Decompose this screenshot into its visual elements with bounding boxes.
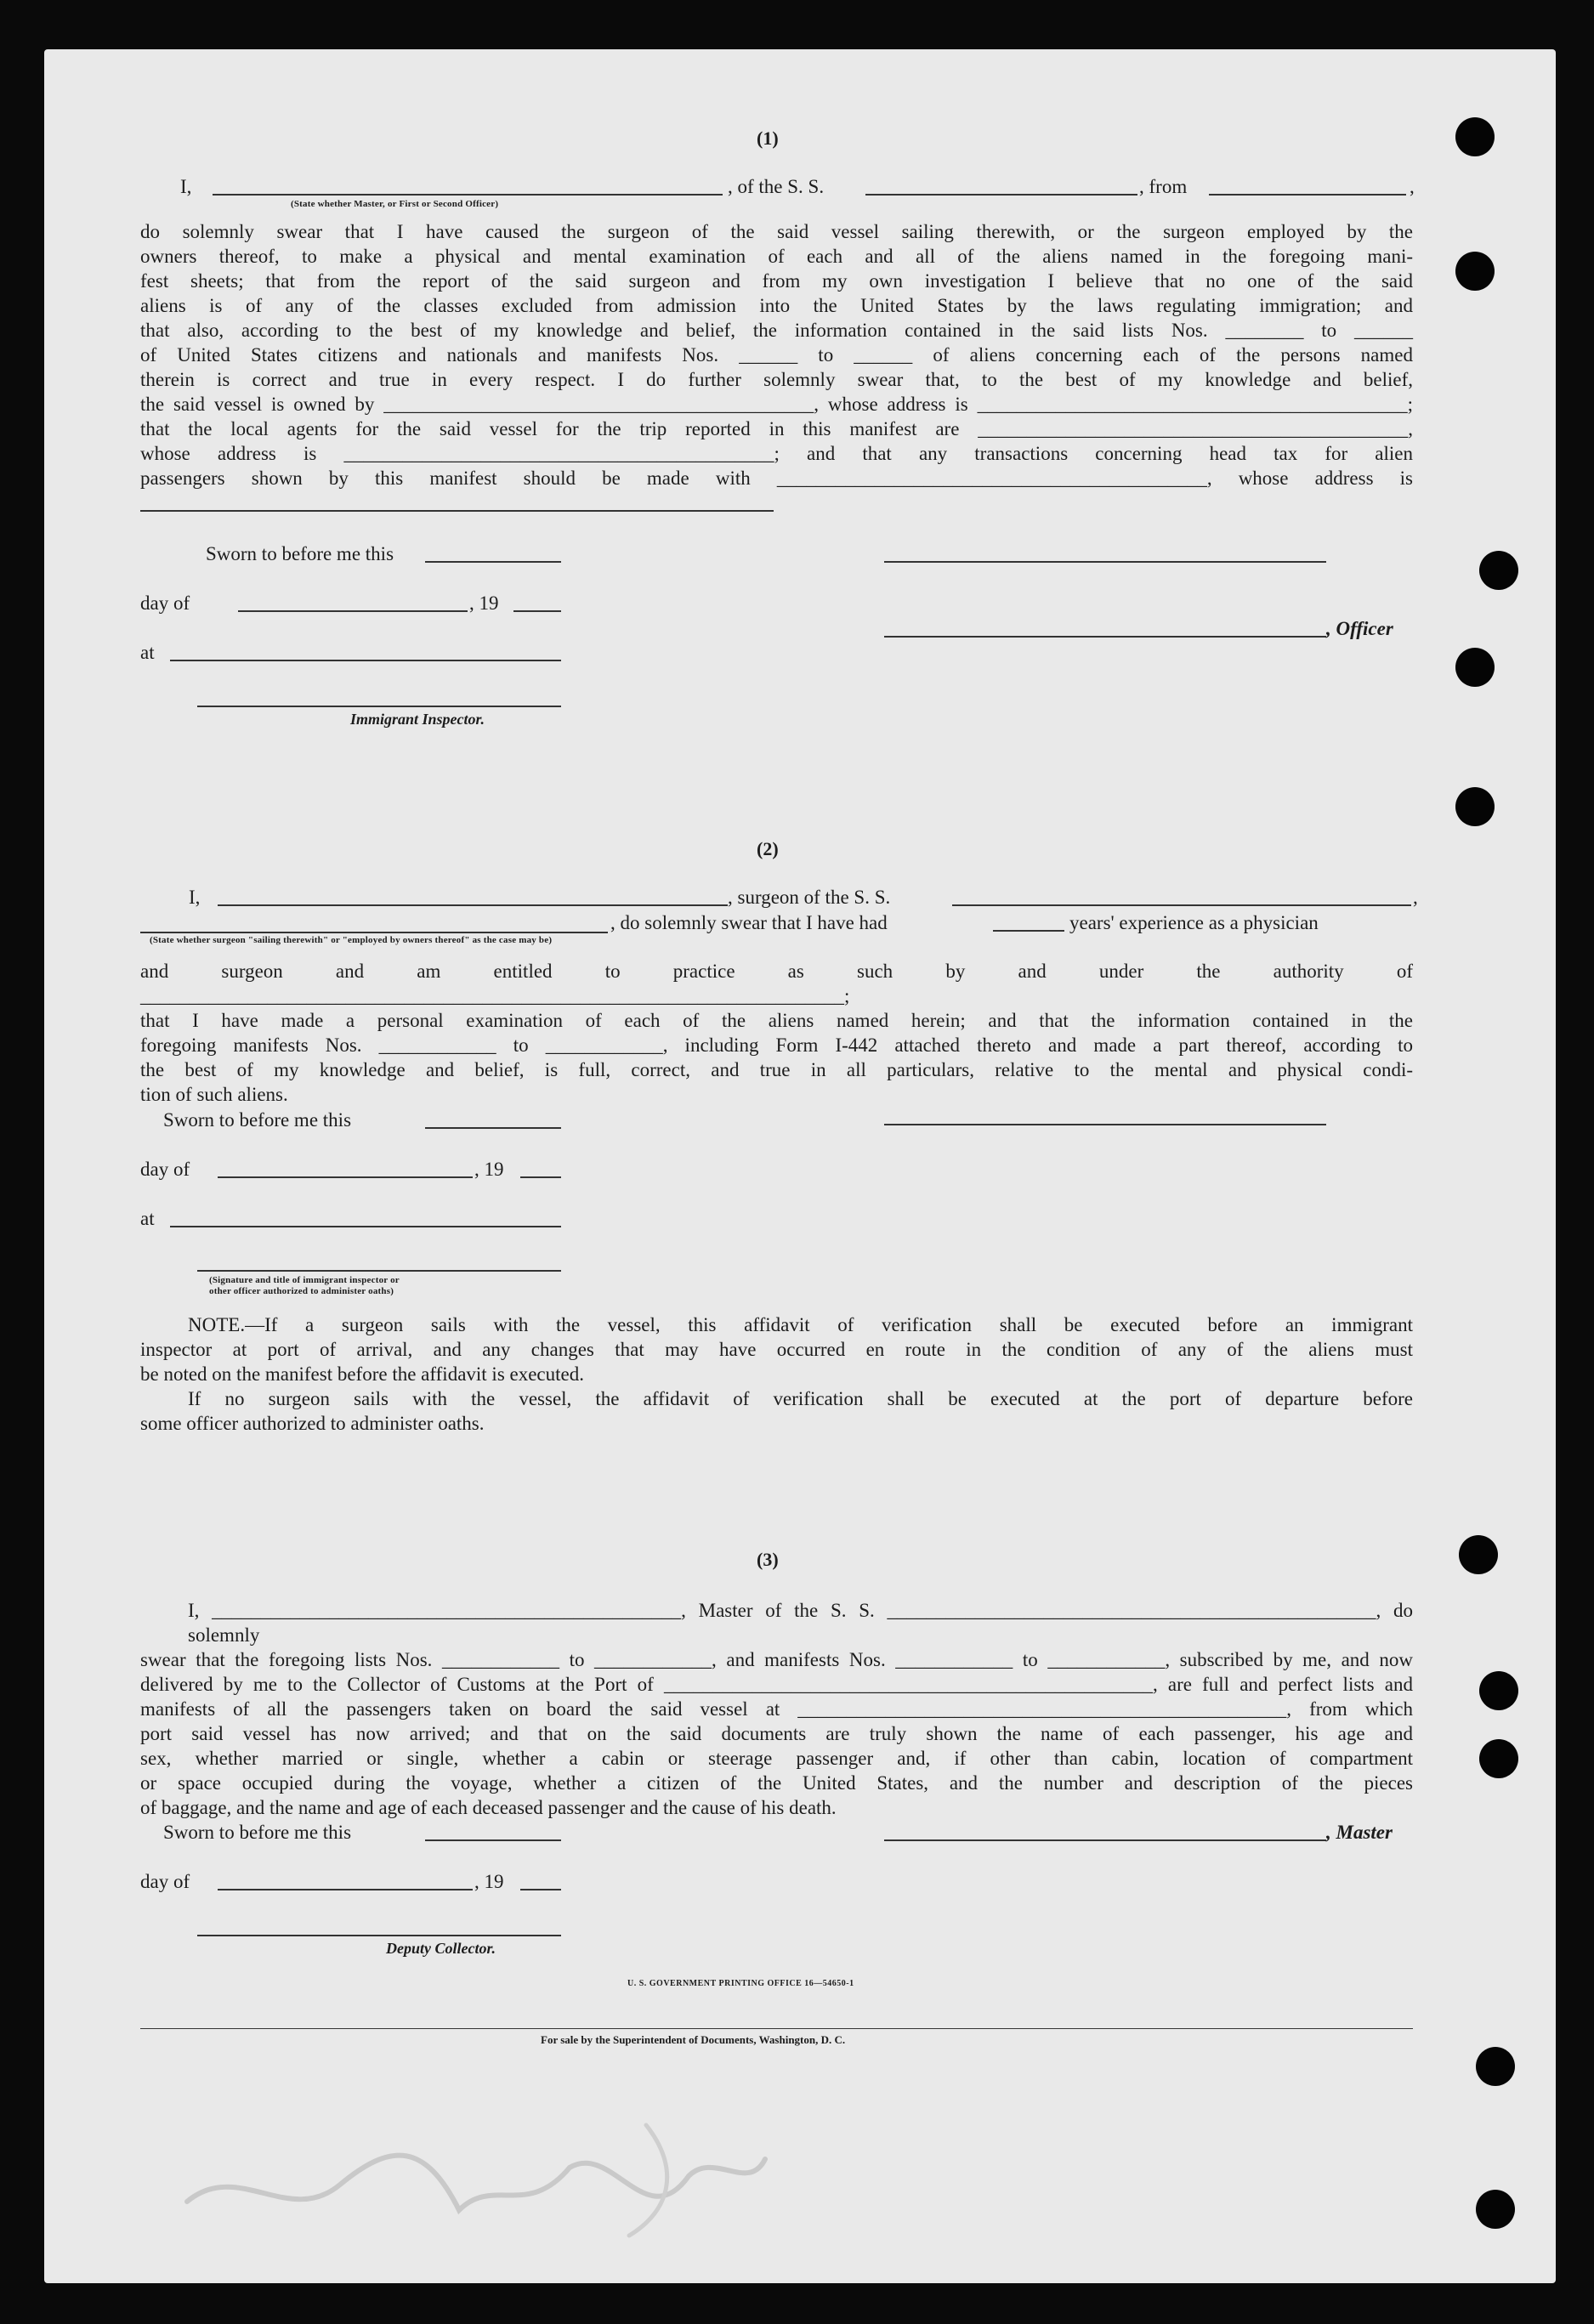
at-label: at bbox=[140, 642, 155, 663]
comma: , bbox=[1410, 176, 1415, 197]
year-label: , 19 bbox=[474, 1159, 504, 1180]
sworn-label: Sworn to before me this bbox=[163, 1822, 352, 1843]
day-of-label: day of bbox=[140, 592, 190, 614]
body-line: the best of my knowledge and belief, is full, correct, and true in all particulars, relative to the mental and physical condi- bbox=[140, 1059, 1413, 1080]
officer-title-field[interactable] bbox=[884, 636, 1326, 638]
collector-signature-field[interactable] bbox=[197, 1935, 561, 1936]
sworn-date-field[interactable] bbox=[425, 1839, 561, 1841]
body-line: whose address is ____________________________________________; and that any transactions concerning head tax for alien bbox=[140, 443, 1413, 464]
body-line: swear that the foregoing lists Nos. ____________ to ____________, and manifests Nos. ____________ to ____________, subscribed by me, and now bbox=[140, 1649, 1413, 1670]
section-number: (1) bbox=[757, 128, 779, 149]
punch-hole bbox=[1476, 2190, 1515, 2229]
officer-rank-note: (State whether Master, or First or Second Officer) bbox=[291, 199, 499, 209]
at-place-field[interactable] bbox=[170, 1226, 561, 1227]
day-of-label: day of bbox=[140, 1159, 190, 1180]
surgeon-ship-field[interactable] bbox=[952, 904, 1411, 906]
punch-hole bbox=[1459, 1535, 1498, 1574]
surgeon-name-field[interactable] bbox=[218, 904, 728, 906]
note-line: NOTE.—If a surgeon sails with the vessel, this affidavit of verification shall be executed before an immigrant bbox=[188, 1314, 1413, 1335]
master-label bbox=[1326, 1821, 1393, 1844]
officer-caption: , Officer bbox=[1326, 618, 1393, 639]
master-caption: , Master bbox=[1326, 1822, 1393, 1843]
year-field[interactable] bbox=[520, 1889, 561, 1890]
comma: , bbox=[1413, 887, 1418, 908]
inspector-caption: Immigrant Inspector. bbox=[350, 711, 485, 728]
from-port-field[interactable] bbox=[1209, 194, 1406, 196]
printing-office-line: U. S. GOVERNMENT PRINTING OFFICE 16—54650-1 bbox=[627, 1979, 854, 1988]
body-line: that also, according to the best of my knowledge and belief, the information contained in the said lists Nos. ________ to ______ bbox=[140, 320, 1413, 341]
signature-note: other officer authorized to administer oaths) bbox=[209, 1286, 394, 1296]
punch-hole bbox=[1455, 787, 1495, 826]
body-line: delivered by me to the Collector of Customs at the Port of __________________________________________________, are full and perfect lists and bbox=[140, 1674, 1413, 1695]
punch-hole bbox=[1476, 2047, 1515, 2086]
year-field[interactable] bbox=[513, 610, 561, 612]
body-line: the said vessel is owned by ____________________________________________, whose address is ____________________________________________; bbox=[140, 394, 1413, 415]
at-place-field[interactable] bbox=[170, 660, 561, 661]
officer-signature-field[interactable] bbox=[884, 561, 1326, 563]
body-line: of baggage, and the name and age of each deceased passenger and the cause of his death. bbox=[140, 1797, 837, 1818]
ship-name-field[interactable] bbox=[865, 194, 1137, 196]
at-label: at bbox=[140, 1208, 155, 1229]
note-block bbox=[140, 1312, 1413, 1436]
surgeon-signature-field[interactable] bbox=[884, 1124, 1326, 1125]
surgeon-status-field[interactable] bbox=[140, 932, 608, 933]
punch-hole bbox=[1479, 1739, 1518, 1778]
oath-line bbox=[180, 175, 191, 198]
surgeon-swear-label: , do solemnly swear that I have had bbox=[610, 912, 888, 933]
section3-body bbox=[140, 1598, 1413, 1820]
signature-bleed-through bbox=[170, 2108, 782, 2244]
punch-hole bbox=[1479, 1671, 1518, 1710]
officer-label bbox=[1326, 617, 1393, 640]
section1-body bbox=[140, 219, 1413, 490]
surgeon-oath-prefix: I, bbox=[189, 887, 201, 908]
note-line: some officer authorized to administer oaths. bbox=[140, 1413, 485, 1434]
body-line: port said vessel has now arrived; and that on the said documents are truly shown the name of each passenger, his age and bbox=[140, 1723, 1413, 1744]
inspector-signature-field[interactable] bbox=[197, 1270, 561, 1272]
from-label: , from bbox=[1139, 176, 1188, 197]
body-line: tion of such aliens. bbox=[140, 1084, 288, 1105]
experience-label: years' experience as a physician bbox=[1069, 912, 1319, 933]
body-line: and surgeon and am entitled to practice as such by and under the authority of ________________________________________________________________________; bbox=[140, 961, 1413, 1006]
punch-hole bbox=[1455, 648, 1495, 687]
section-number: (2) bbox=[757, 838, 779, 859]
inspector-signature-field[interactable] bbox=[197, 706, 561, 707]
address-continuation-field[interactable] bbox=[140, 510, 774, 512]
day-of-label: day of bbox=[140, 1871, 190, 1892]
body-line: therein is correct and true in every respect. I do further solemnly swear that, to the best of my knowledge and belief, bbox=[140, 369, 1413, 390]
year-field[interactable] bbox=[520, 1176, 561, 1178]
note-line: be noted on the manifest before the affidavit is executed. bbox=[140, 1363, 584, 1385]
signature-note: (Signature and title of immigrant inspector or bbox=[209, 1275, 400, 1285]
sworn-date-field[interactable] bbox=[425, 561, 561, 563]
punch-hole bbox=[1455, 252, 1495, 291]
footer-rule bbox=[140, 2028, 1413, 2029]
body-line: passengers shown by this manifest should be made with ____________________________________________, whose address is bbox=[140, 468, 1413, 489]
year-label: , 19 bbox=[469, 592, 499, 614]
surgeon-ship-label: , surgeon of the S. S. bbox=[728, 887, 891, 908]
body-line: owners thereof, to make a physical and mental examination of each and all of the aliens named in the foregoing mani- bbox=[140, 246, 1413, 267]
body-line: I, ________________________________________________, Master of the S. S. __________________________________________________, do solemnly bbox=[188, 1600, 1413, 1646]
day-of-field[interactable] bbox=[238, 610, 468, 612]
body-line: of United States citizens and nationals and manifests Nos. ______ to ______ of aliens concerning each of the persons named bbox=[140, 344, 1413, 366]
note-line: If no surgeon sails with the vessel, the affidavit of verification shall be executed at the port of departure before bbox=[188, 1388, 1413, 1409]
section2-body bbox=[140, 959, 1413, 1107]
body-line: aliens is of any of the classes excluded from admission into the United States by the laws regulating immigration; and bbox=[140, 295, 1413, 316]
oath-prefix: I, bbox=[180, 176, 192, 197]
body-line: or space occupied during the voyage, whether a citizen of the United States, and the number and description of the pieces bbox=[140, 1772, 1413, 1794]
body-line: foregoing manifests Nos. ____________ to ____________, including Form I-442 attached thereto and made a part thereof, according to bbox=[140, 1034, 1413, 1056]
sworn-label: Sworn to before me this bbox=[163, 1109, 352, 1131]
years-experience-field[interactable] bbox=[993, 930, 1064, 932]
day-of-field[interactable] bbox=[218, 1889, 473, 1890]
sworn-date-field[interactable] bbox=[425, 1127, 561, 1129]
sworn-label: Sworn to before me this bbox=[206, 543, 394, 564]
body-line: sex, whether married or single, whether a cabin or steerage passenger and, if other than cabin, location of compartment bbox=[140, 1748, 1413, 1769]
collector-caption: Deputy Collector. bbox=[386, 1940, 496, 1957]
surgeon-status-note: (State whether surgeon "sailing therewith" or "employed by owners thereof" as the case may be) bbox=[150, 935, 553, 945]
section-number: (3) bbox=[757, 1549, 779, 1570]
body-line: fest sheets; that from the report of the said surgeon and from my own investigation I believe that no one of the said bbox=[140, 270, 1413, 292]
body-line: do solemnly swear that I have caused the surgeon of the said vessel sailing therewith, or the surgeon employed by the bbox=[140, 221, 1413, 242]
body-line: manifests of all the passengers taken on board the said vessel at __________________________________________________, from which bbox=[140, 1698, 1413, 1720]
punch-hole bbox=[1479, 551, 1518, 590]
ship-label: , of the S. S. bbox=[728, 176, 825, 197]
master-signature-field[interactable] bbox=[884, 1839, 1326, 1841]
punch-hole bbox=[1455, 117, 1495, 156]
note-line: inspector at port of arrival, and any changes that may have occurred en route in the condition of any of the aliens must bbox=[140, 1339, 1413, 1360]
officer-name-field[interactable] bbox=[213, 194, 723, 196]
body-line: that the local agents for the said vessel for the trip reported in this manifest are ____________________________________________, bbox=[140, 418, 1413, 439]
sale-line: For sale by the Superintendent of Documents, Washington, D. C. bbox=[541, 2033, 846, 2046]
day-of-field[interactable] bbox=[218, 1176, 473, 1178]
body-line: that I have made a personal examination of each of the aliens named herein; and that the information contained in the bbox=[140, 1010, 1413, 1031]
year-label: , 19 bbox=[474, 1871, 504, 1892]
